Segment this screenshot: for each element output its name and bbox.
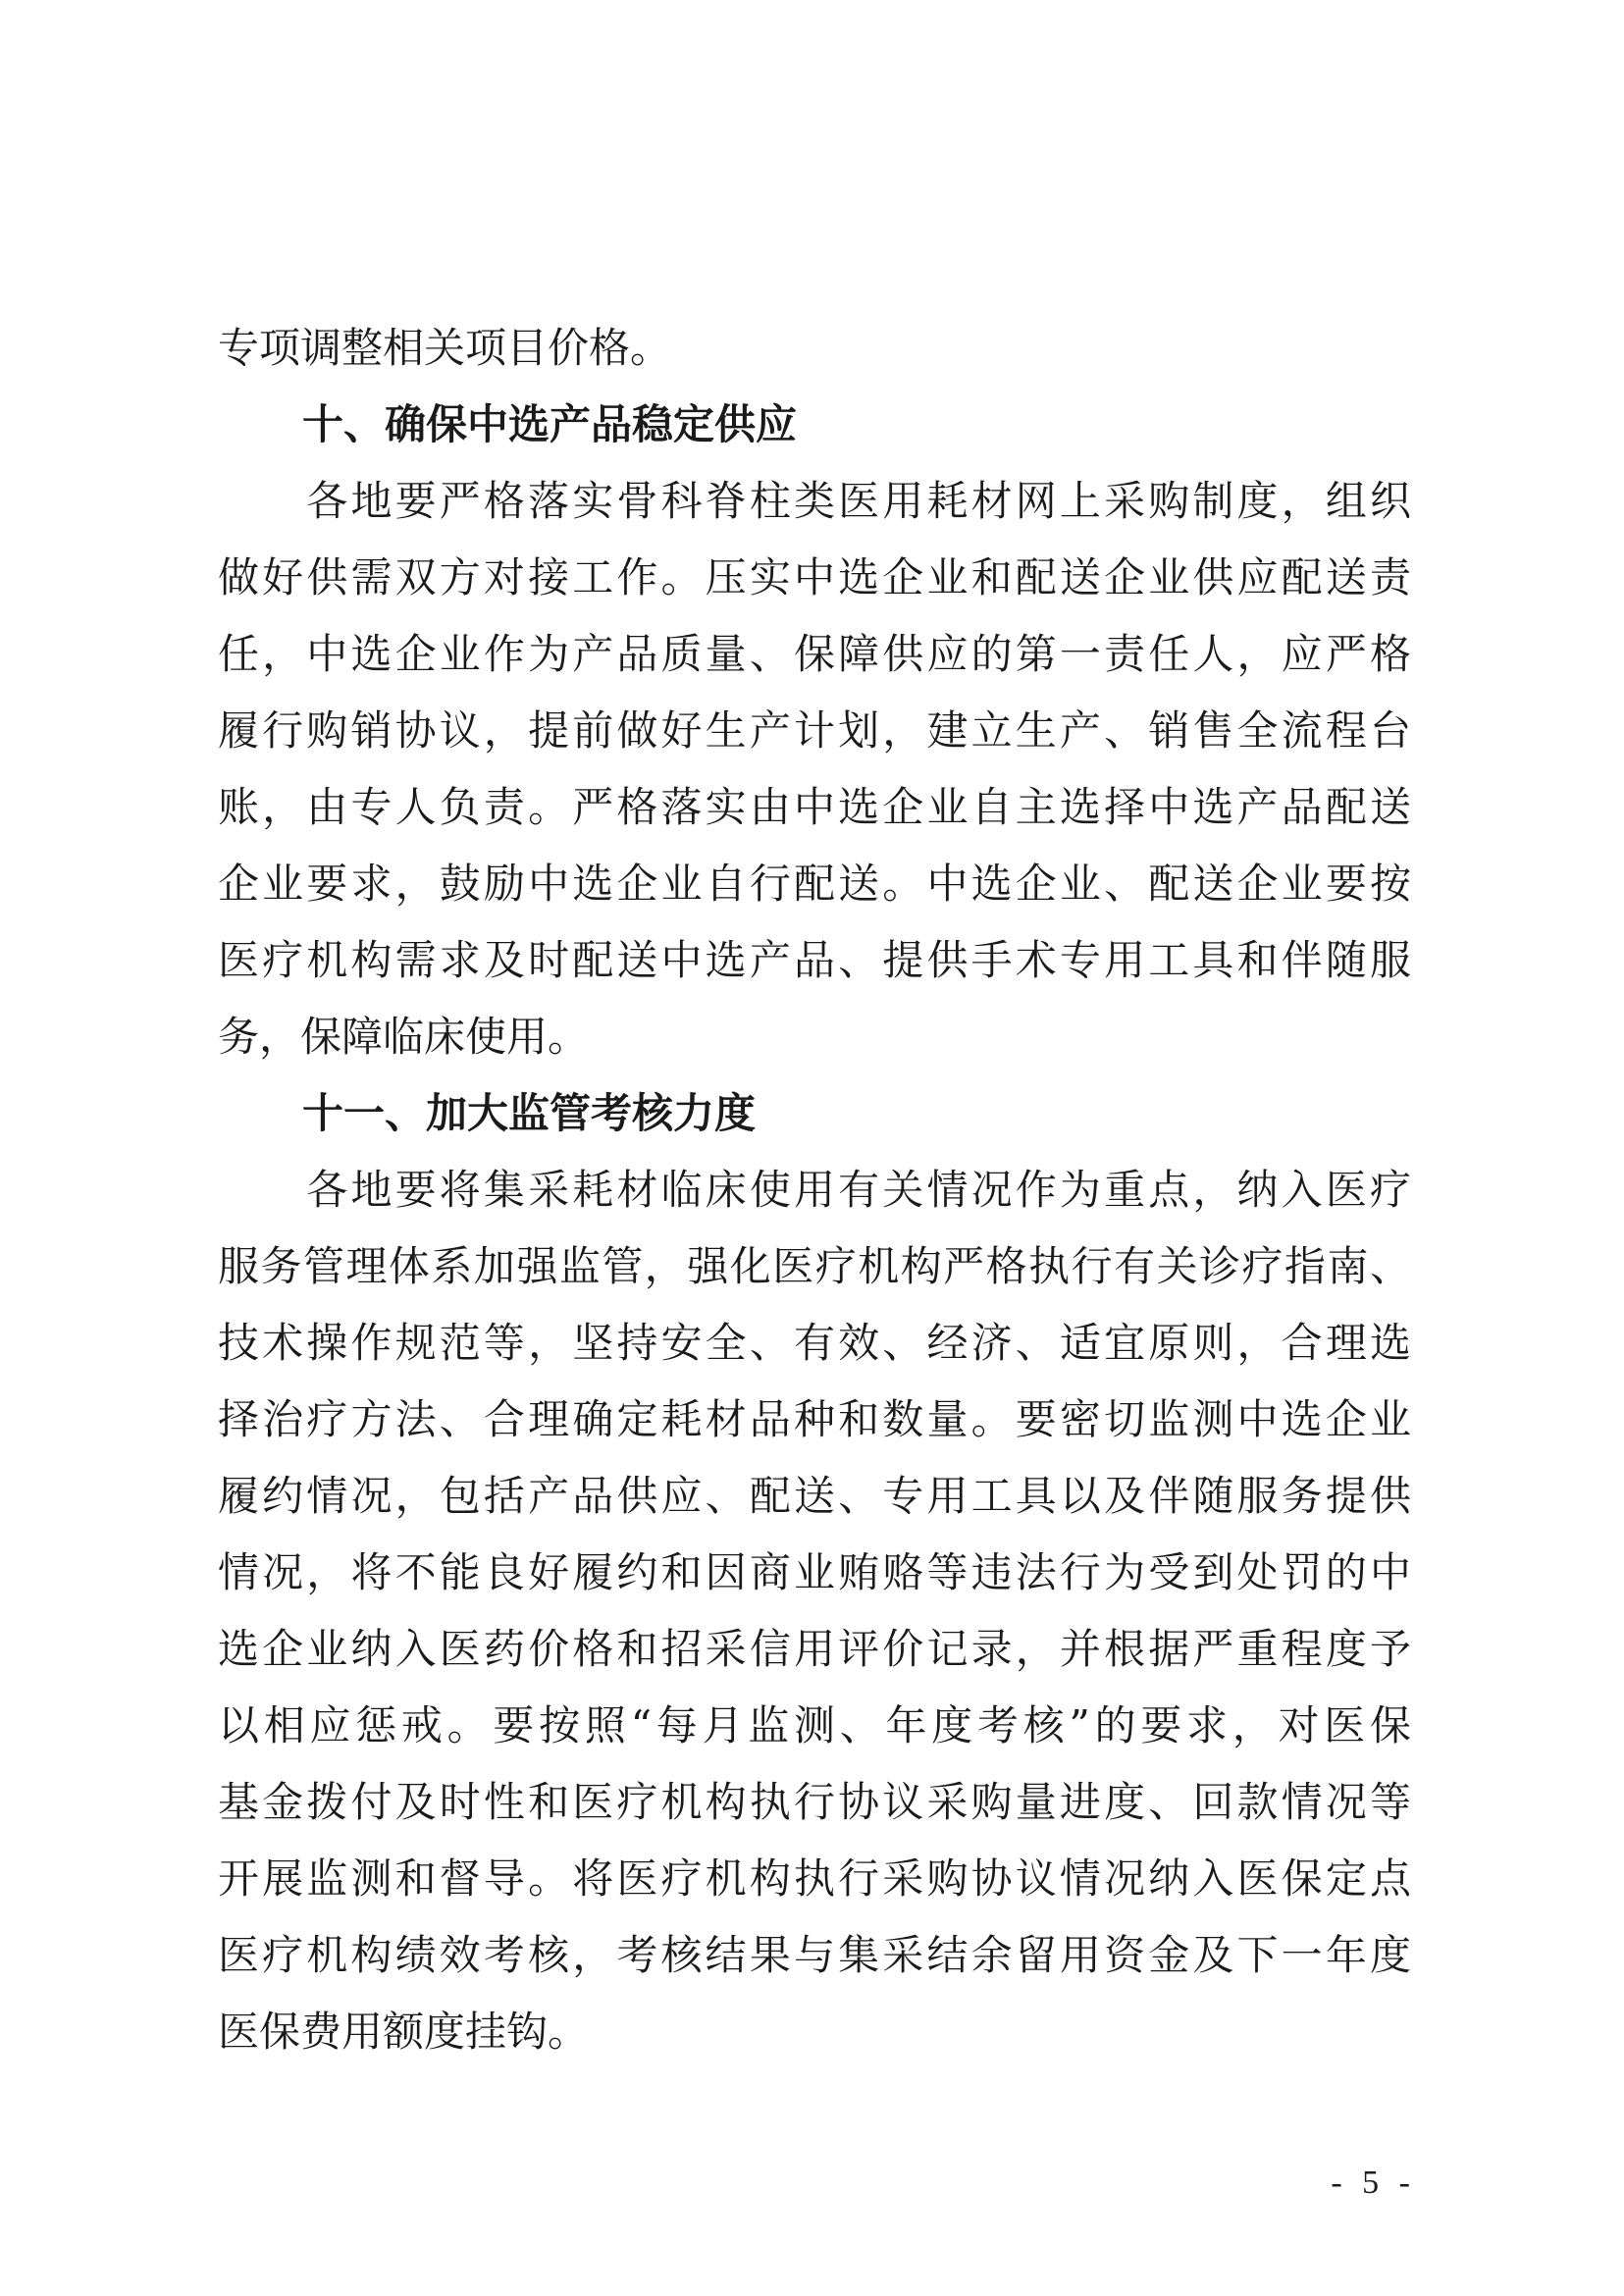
paragraph-line: 医疗机构需求及时配送中选产品、提供手术专用工具和伴随服 <box>218 936 1411 984</box>
section-heading-11: 十一、加大监管考核力度 <box>302 1089 757 1137</box>
paragraph-line: 各地要将集采耗材临床使用有关情况作为重点，纳入医疗 <box>218 1166 1411 1214</box>
paragraph-line: 以相应惩戒。要按照“每月监测、年度考核”的要求，对医保 <box>218 1701 1411 1749</box>
paragraph-line: 各地要严格落实骨科脊柱类医用耗材网上采购制度，组织 <box>218 477 1411 525</box>
paragraph-line: 做好供需双方对接工作。压实中选企业和配送企业供应配送责 <box>218 553 1411 601</box>
paragraph-line: 专项调整相关项目价格。 <box>218 324 672 372</box>
paragraph-line: 务，保障临床使用。 <box>218 1013 590 1061</box>
page-number: - 5 - <box>1331 2165 1416 2201</box>
paragraph-line: 医保费用额度挂钩。 <box>218 2008 590 2056</box>
paragraph-line: 选企业纳入医药价格和招采信用评价记录，并根据严重程度予 <box>218 1625 1411 1673</box>
body-text <box>218 310 1411 2070</box>
paragraph-line: 履行购销协议，提前做好生产计划，建立生产、销售全流程台 <box>218 706 1411 755</box>
paragraph-line: 技术操作规范等，坚持安全、有效、经济、适宜原则，合理选 <box>218 1319 1411 1367</box>
paragraph-line: 开展监测和督导。将医疗机构执行采购协议情况纳入医保定点 <box>218 1854 1411 1903</box>
paragraph-line: 医疗机构绩效考核，考核结果与集采结余留用资金及下一年度 <box>218 1931 1411 1979</box>
paragraph-line: 择治疗方法、合理确定耗材品种和数量。要密切监测中选企业 <box>218 1395 1411 1443</box>
paragraph-line: 履约情况，包括产品供应、配送、专用工具以及伴随服务提供 <box>218 1472 1411 1520</box>
section-heading-10: 十、确保中选产品稳定供应 <box>302 400 798 448</box>
paragraph-line: 基金拨付及时性和医疗机构执行协议采购量进度、回款情况等 <box>218 1778 1411 1826</box>
paragraph-line: 情况，将不能良好履约和因商业贿赂等违法行为受到处罚的中 <box>218 1548 1411 1596</box>
paragraph-line: 企业要求，鼓励中选企业自行配送。中选企业、配送企业要按 <box>218 860 1411 908</box>
paragraph-line: 服务管理体系加强监管，强化医疗机构严格执行有关诊疗指南、 <box>218 1242 1411 1290</box>
paragraph-line: 账，由专人负责。严格落实由中选企业自主选择中选产品配送 <box>218 783 1411 831</box>
paragraph-line: 任，中选企业作为产品质量、保障供应的第一责任人，应严格 <box>218 630 1411 678</box>
